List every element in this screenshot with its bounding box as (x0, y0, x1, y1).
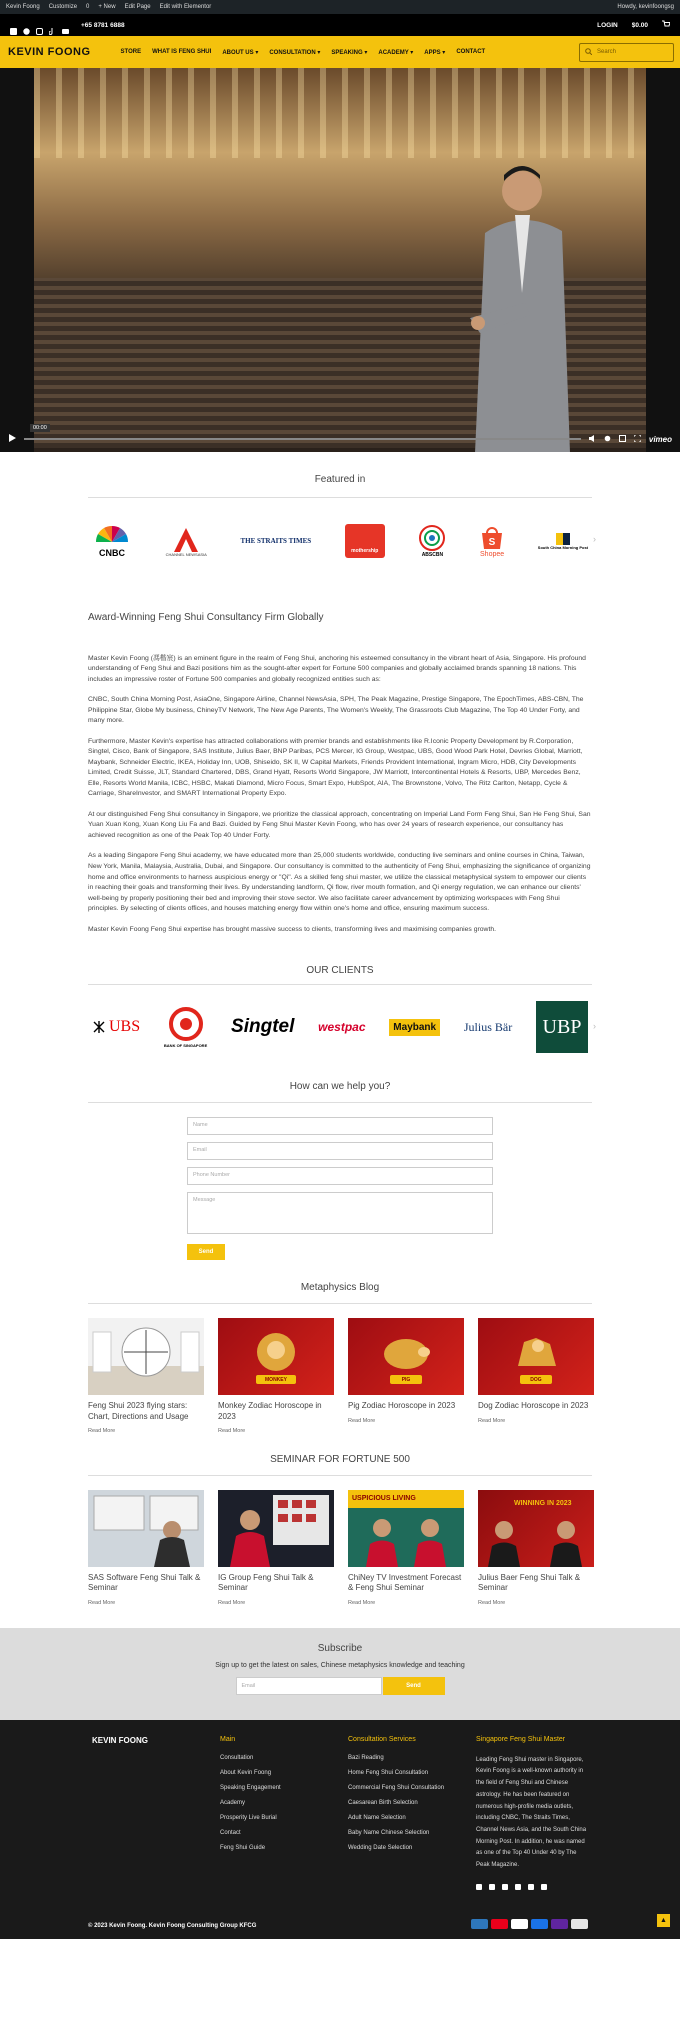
amex-icon (471, 1919, 488, 1929)
seminar-thumbnail[interactable] (348, 1490, 464, 1567)
carousel-next-icon[interactable]: › (593, 1021, 596, 1032)
video-time: 00:00 (30, 424, 50, 432)
read-more-link[interactable]: Read More (88, 1599, 116, 1606)
nav-item-what-is-feng-shui[interactable]: WHAT IS FENG SHUI (152, 48, 212, 55)
cnbc-logo: CNBC (92, 524, 132, 558)
seminar-thumbnail[interactable] (88, 1490, 204, 1567)
paypal-icon (511, 1919, 528, 1929)
footer (0, 1720, 680, 1939)
instagram-icon[interactable] (36, 22, 43, 29)
footer-services-title: Consultation Services (348, 1735, 416, 1743)
footer-link[interactable]: Feng Shui Guide (220, 1844, 266, 1851)
footer-brand-col (92, 1736, 220, 1890)
email-field[interactable]: Email (187, 1142, 493, 1160)
site-logo[interactable]: KEVIN FOONG (8, 46, 91, 58)
seminar-cards (0, 1490, 680, 1606)
login-link[interactable]: LOGIN (597, 21, 618, 29)
visa-icon (571, 1919, 588, 1929)
tiktok-icon[interactable] (515, 1884, 521, 1890)
about-title: Award-Winning Feng Shui Consultancy Firm Globally (88, 612, 324, 623)
admin-bar (0, 0, 680, 14)
read-more-link[interactable]: Read More (348, 1599, 376, 1606)
footer-master-text: Leading Feng Shui master in Singapore, Kevin Foong is a well-known authority in the field of Feng Shui and Chinese astrology. He has been featured on numerous high-profile media outlets, including CNBC, The Straits Times, Channel News Asia, and the South China Morning Post. In addition, he was named as one of the Top 40 Under 40 by The Peak Magazine. (476, 1756, 587, 1868)
blog-thumbnail[interactable] (88, 1318, 204, 1395)
facebook-icon[interactable] (10, 22, 17, 29)
footer-link[interactable]: About Kevin Foong (220, 1769, 272, 1776)
fullscreen-icon[interactable] (634, 435, 641, 444)
footer-link[interactable]: Adult Name Selection (348, 1814, 406, 1821)
blog-card[interactable] (88, 1318, 204, 1434)
phone-number[interactable]: +65 8781 6888 (81, 21, 125, 29)
ubs-logo: UBS (92, 1018, 140, 1036)
blog-card-title[interactable]: Monkey Zodiac Horoscope in 2023 (218, 1401, 322, 1421)
nav-item-speaking[interactable]: SPEAKING ▾ (331, 49, 368, 56)
search-icon (585, 48, 592, 57)
ubp-logo: UBP (536, 1001, 588, 1053)
blog-thumbnail[interactable] (218, 1318, 334, 1395)
footer-social (476, 1884, 588, 1890)
facebook-icon[interactable] (489, 1884, 495, 1890)
shopee-logo: S Shopee (480, 525, 504, 558)
footer-link[interactable]: Wedding Date Selection (348, 1844, 413, 1851)
subscribe-section (0, 1628, 680, 1720)
admin-item[interactable]: + New (98, 4, 116, 10)
seminar-thumbnail[interactable] (478, 1490, 594, 1567)
zodiac-badge: PIG (401, 1377, 411, 1384)
featured-title: Featured in (314, 474, 366, 485)
read-more-link[interactable]: Read More (218, 1599, 246, 1606)
name-field[interactable]: Name (187, 1117, 493, 1135)
blog-card[interactable] (218, 1318, 334, 1434)
footer-link[interactable]: Bazi Reading (348, 1754, 384, 1761)
about-paragraph: At our distinguished Feng Shui consultancy in Singapore, we prioritize the classical approach, concentrating on Imperial Land Form Feng Shui, San He Feng Shui, San Yuan Xuan Kong, Xuan Kong Liu Fa and Bazi. Guided by Feng Shui Master Kevin Foong, who has over 24 years of research experience, our consultancy has achieved recognition as one of the Peak Top 40 Under Forty. (88, 810, 591, 839)
seminar-title: SEMINAR FOR FORTUNE 500 (270, 1453, 410, 1465)
settings-icon[interactable] (604, 435, 611, 444)
scmp-logo: South China Morning Post (538, 533, 588, 550)
mastercard-icon (491, 1919, 508, 1929)
nav-item-consultation[interactable]: CONSULTATION ▾ (269, 49, 321, 56)
julius-baer-logo: Julius Bär (463, 1019, 513, 1034)
footer-link[interactable]: Academy (220, 1799, 246, 1806)
blog-title: Metaphysics Blog (300, 1282, 380, 1294)
read-more-link[interactable]: Read More (348, 1417, 376, 1424)
maybank-logo: Maybank (389, 1019, 440, 1036)
seminar-card-title[interactable]: ChiNey TV Investment Forecast & Feng Shui Seminar (348, 1572, 462, 1593)
seminar-banner: WINNING IN 2023 (514, 1499, 572, 1507)
seminar-card[interactable] (218, 1490, 334, 1606)
footer-link[interactable]: Home Feng Shui Consultation (348, 1769, 429, 1776)
email-icon[interactable] (476, 1884, 482, 1890)
straits-times-logo: THE STRAITS TIMES (240, 537, 312, 545)
about-section (0, 610, 680, 935)
read-more-link[interactable]: Read More (478, 1599, 506, 1606)
about-paragraph: As a leading Singapore Feng Shui academy, we have educated more than 25,000 students worldwide, conducting live seminars and online courses in China, Taiwan, New York, Manila, Malaysia, Australia, Dubai, and Singapore. Our consultancy is committed to the authenticity of Feng Shui, emphasizing the significance of organizing home and office environments to harness auspicious energy or "Qi". As a skilled feng shui master, we utilize the classical metaphysical system to empower our clients in reaching their goals and transforming their lives. By understanding landform, Qi flow, river mouth formation, and Qi energy regulation, we can enhance our clients' well-being by properly positioning their bed and improving their stove sector. We also facilitate career advancement by optimizing workspaces with Feng Shui principles. By selecting of clients offices, and houses matching energy flow within one's home and office, ensuring maximum success. (88, 852, 591, 913)
about-paragraph: Furthermore, Master Kevin's expertise has attracted collaborations with premier brands and establishments like R.Iconic Property Development by R.Corporation, Singtel, Cisco, Bank of Singapore, SAS Institute, Julius Baer, BNP Paribas, PCS Mercer, IG Group, Westpac, UBS, Good Wood Park Hotel, Devries Global, Marriott, Maybank, Schneider Electric, IKEA, Holiday Inn, UOB, Shiseido, SK II, W Capital Markets, Friends Provident International, Ingram Micro, HDB, City Developments Limited, Credit Suisse, JLT, Standard Chartered, DBS, Grand Hyatt, Resorts World Singapore, JW Marriott, Intercontinental Hotels & Resorts, UBP, Mercedes Benz, Elle, Resorts World Manila, ICBC, HSBC, Makati Diamond, Micro Focus, Smart Expo, HubSpot, AIA, The Brownstone, Volvo, The Ritz Carlton, Netapp, Cycle & Carriage, ShareInvestor, and SMART International Property Expo. (88, 737, 583, 798)
admin-item[interactable]: Edit Page (124, 4, 151, 10)
footer-link[interactable]: Caesarean Birth Selection (348, 1799, 418, 1806)
admin-item[interactable]: Kevin Foong (6, 4, 40, 10)
westpac-logo: westpac (318, 1020, 366, 1035)
nav-item-about[interactable]: ABOUT US ▾ (222, 49, 259, 56)
footer-link[interactable]: Commercial Feng Shui Consultation (348, 1784, 445, 1791)
apple-pay-icon (531, 1919, 548, 1929)
footer-master-title: Singapore Feng Shui Master (476, 1735, 566, 1743)
monkey-thumb (218, 1318, 334, 1395)
seminar-card[interactable] (478, 1490, 594, 1606)
admin-item[interactable]: Edit with Elementor (159, 4, 212, 10)
youtube-icon[interactable] (62, 22, 69, 29)
hero-ceiling (34, 68, 646, 158)
footer-main-title: Main (220, 1735, 236, 1743)
phone-icon[interactable] (541, 1884, 547, 1890)
admin-item[interactable]: 0 (86, 4, 90, 10)
nav-menu (121, 49, 486, 56)
clients-title: OUR CLIENTS (306, 965, 374, 977)
seminar-card-title[interactable]: IG Group Feng Shui Talk & Seminar (218, 1572, 314, 1593)
top-bar (0, 14, 680, 36)
flying-stars-thumb (88, 1318, 204, 1395)
seminar-card-title[interactable]: SAS Software Feng Shui Talk & Seminar (88, 1572, 201, 1593)
play-icon[interactable] (8, 434, 16, 444)
client-logos (0, 997, 680, 1057)
seminar-banner: USPICIOUS LIVING (348, 1490, 464, 1508)
nav-item-academy[interactable]: ACADEMY ▾ (378, 49, 414, 56)
contact-title: How can we help you? (289, 1081, 391, 1093)
subscribe-title: Subscribe (317, 1642, 363, 1654)
vimeo-logo[interactable]: vimeo (648, 434, 672, 444)
footer-link[interactable]: Contact (220, 1829, 241, 1836)
footer-link[interactable]: Baby Name Chinese Selection (348, 1829, 430, 1836)
hero-video[interactable] (0, 68, 680, 452)
blog-cards (0, 1318, 680, 1434)
singtel-logo: Singtel (231, 1016, 295, 1038)
message-field[interactable]: Message (187, 1192, 493, 1234)
video-progress[interactable] (24, 438, 581, 440)
about-paragraph: CNBC, South China Morning Post, AsiaOne, Singapore Airline, Channel NewsAsia, SPH, The Peak Magazine, Prestige Singapore, The EpochTimes, ABS-CBN, The Philippine Star, Globe My business, ChineyTV Network, The New Age Parents, The Women's Weekly, The Grassroots Club Magazine, The Top 40 Under Forty, and many more. (88, 696, 584, 725)
cna-logo: CHANNEL NEWSASIA (166, 526, 207, 557)
contact-form (187, 1117, 493, 1260)
blog-thumbnail[interactable] (478, 1318, 594, 1395)
nav-item-contact[interactable]: CONTACT (456, 48, 486, 55)
nav-item-store[interactable]: STORE (120, 48, 142, 55)
blog-thumbnail[interactable] (348, 1318, 464, 1395)
admin-howdy[interactable]: Howdy, kevinfoongsg (617, 4, 674, 10)
read-more-link[interactable]: Read More (218, 1427, 246, 1434)
send-button[interactable]: Send (187, 1244, 225, 1260)
about-paragraph: Master Kevin Foong (馮楷宸) is an eminent figure in the realm of Feng Shui, anchoring his esteemed consultancy in the vibrant heart of Asia, Singapore. His profound understanding of Feng Shui and Bazi positions him as the sought-after expert for Fortune 500 companies and globally acclaimed brands spanning 18 nations. This includes an impressive roster of Fortune 500 companies and globally recognized entities such as: (88, 654, 586, 683)
footer-main-col (220, 1736, 348, 1890)
blog-card[interactable] (478, 1318, 594, 1434)
video-controls (0, 426, 680, 452)
instagram-icon[interactable] (502, 1884, 508, 1890)
footer-master-col (476, 1736, 588, 1890)
footer-link[interactable]: Consultation (220, 1754, 254, 1761)
about-paragraph: Master Kevin Foong Feng Shui expertise has brought massive success to clients, transforming lives and maximising companies growth. (88, 925, 496, 933)
mothership-logo: mothership (345, 524, 385, 558)
blog-card-title[interactable]: Dog Zodiac Horoscope in 2023 (478, 1401, 589, 1411)
tiktok-icon[interactable] (49, 22, 56, 29)
pig-thumb (348, 1318, 464, 1395)
google-pay-icon (551, 1919, 568, 1929)
chevron-up-icon: ▲ (660, 1916, 667, 1924)
phone-field[interactable]: Phone Number (187, 1167, 493, 1185)
payment-icons (471, 1919, 588, 1929)
blog-card[interactable] (348, 1318, 464, 1434)
twitter-icon[interactable] (23, 22, 30, 29)
seminar-thumbnail[interactable] (218, 1490, 334, 1567)
subscribe-send-button[interactable]: Send (383, 1677, 445, 1695)
seminar-card[interactable] (88, 1490, 204, 1606)
cart-icon[interactable] (662, 20, 670, 30)
pip-icon[interactable] (619, 435, 626, 444)
search-placeholder: Search (597, 49, 617, 55)
speaker-figure (470, 153, 580, 452)
blog-card-title[interactable]: Pig Zodiac Horoscope in 2023 (348, 1401, 456, 1411)
copyright: © 2023 Kevin Foong. Kevin Foong Consulting Group KFCG (88, 1922, 257, 1929)
read-more-link[interactable]: Read More (478, 1417, 506, 1424)
dog-thumb (478, 1318, 594, 1395)
sas-seminar-thumb (88, 1490, 204, 1567)
search-input[interactable] (579, 43, 674, 62)
svg-text:S: S (488, 536, 496, 548)
seminar-card-title[interactable]: Julius Baer Feng Shui Talk & Seminar (478, 1572, 581, 1593)
nav-item-apps[interactable]: APPS ▾ (424, 49, 446, 56)
seminar-card[interactable] (348, 1490, 464, 1606)
carousel-next-icon[interactable]: › (593, 534, 596, 544)
main-nav (0, 36, 680, 68)
footer-services-col (348, 1736, 476, 1890)
footer-link[interactable]: Speaking Engagement (220, 1784, 281, 1791)
admin-item[interactable]: Customize (48, 4, 78, 10)
featured-logos (0, 512, 680, 570)
subscribe-description: Sign up to get the latest on sales, Chinese metaphysics knowledge and teaching (215, 1661, 465, 1669)
footer-logo[interactable]: KEVIN FOONG (92, 1735, 149, 1745)
zodiac-badge: DOG (530, 1377, 542, 1384)
volume-icon[interactable] (589, 435, 596, 444)
ig-seminar-thumb (218, 1490, 334, 1567)
bank-of-singapore-logo: BANK OF SINGAPORE (164, 1007, 207, 1048)
cart-total[interactable]: $0.00 (631, 21, 648, 29)
blog-card-title[interactable]: Feng Shui 2023 flying stars: Chart, Directions and Usage (88, 1401, 189, 1421)
youtube-icon[interactable] (528, 1884, 534, 1890)
footer-link[interactable]: Prosperity Live Burial (220, 1814, 277, 1821)
read-more-link[interactable]: Read More (88, 1427, 116, 1434)
subscribe-email-input[interactable]: Email (236, 1677, 382, 1695)
zodiac-badge: MONKEY (265, 1377, 287, 1384)
back-to-top-button[interactable] (657, 1914, 670, 1927)
abscbn-logo: ABSCBN (418, 524, 446, 558)
